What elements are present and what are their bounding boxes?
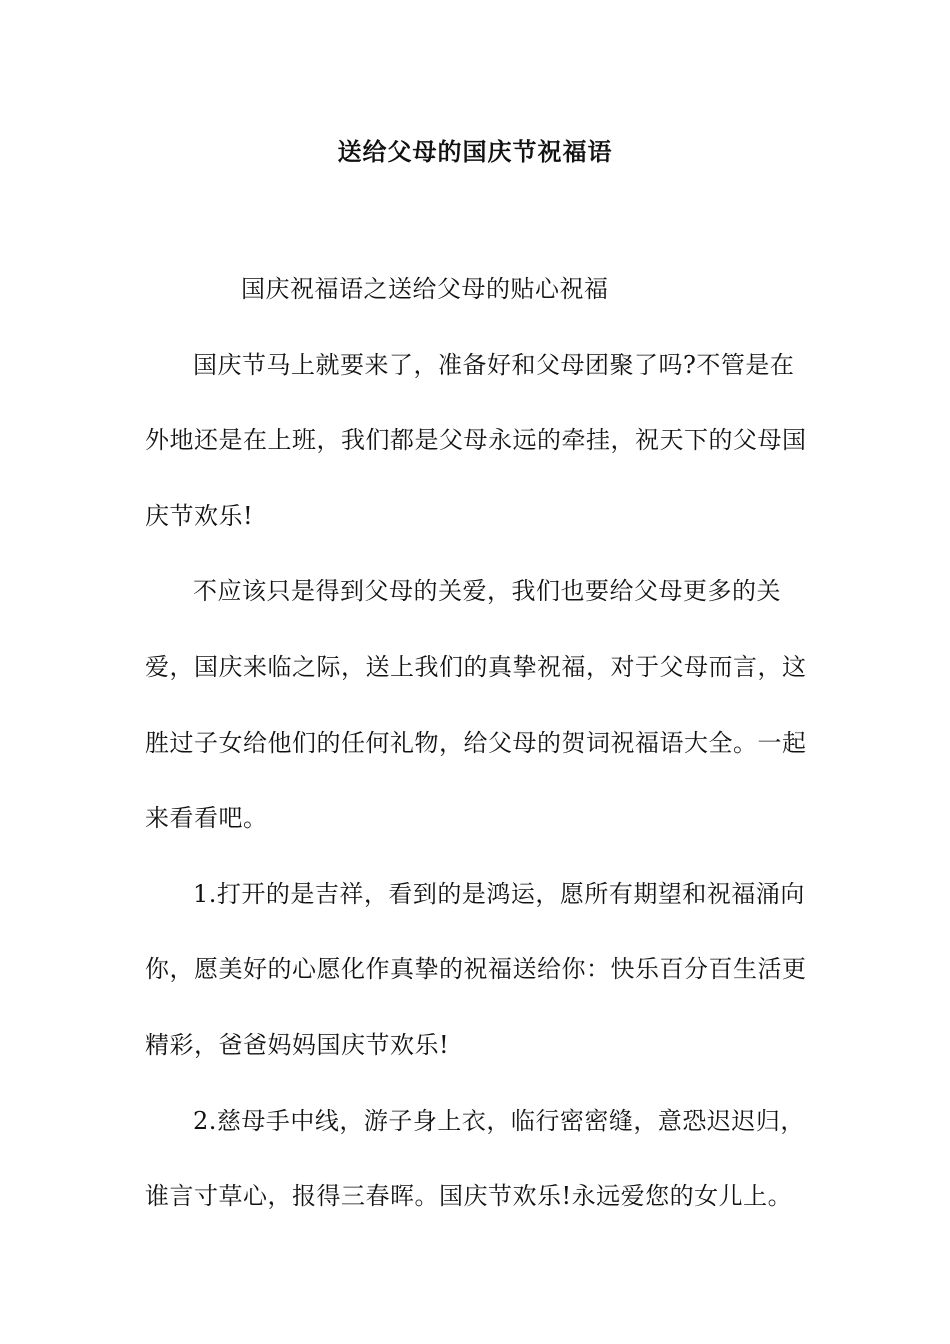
paragraph-care: 不应该只是得到父母的关爱，我们也要给父母更多的关爱，国庆来临之际，送上我们的真挚祝福，对于父母而言，这胜过子女给他们的任何礼物，给父母的贺词祝福语大全。一起来看看吧。 <box>145 577 807 833</box>
paragraph-wish-2: 2.慈母手中线，游子身上衣，临行密密缝，意恐迟迟归，谁言寸草心，报得三春晖。国庆节欢乐!永远爱您的女儿上。 <box>145 1106 805 1211</box>
document-body <box>145 252 813 1235</box>
document-title: 送给父母的国庆节祝福语 <box>337 137 613 166</box>
paragraph-wish-1: 1.打开的是吉祥，看到的是鸿运，愿所有期望和祝福涌向你，愿美好的心愿化作真挚的祝福送给你：快乐百分百生活更精彩，爸爸妈妈国庆节欢乐! <box>145 879 807 1059</box>
paragraph-intro: 国庆节马上就要来了，准备好和父母团聚了吗?不管是在外地还是在上班，我们都是父母永远的牵挂，祝天下的父母国庆节欢乐! <box>145 350 807 530</box>
document-subtitle: 国庆祝福语之送给父母的贴心祝福 <box>241 275 609 303</box>
